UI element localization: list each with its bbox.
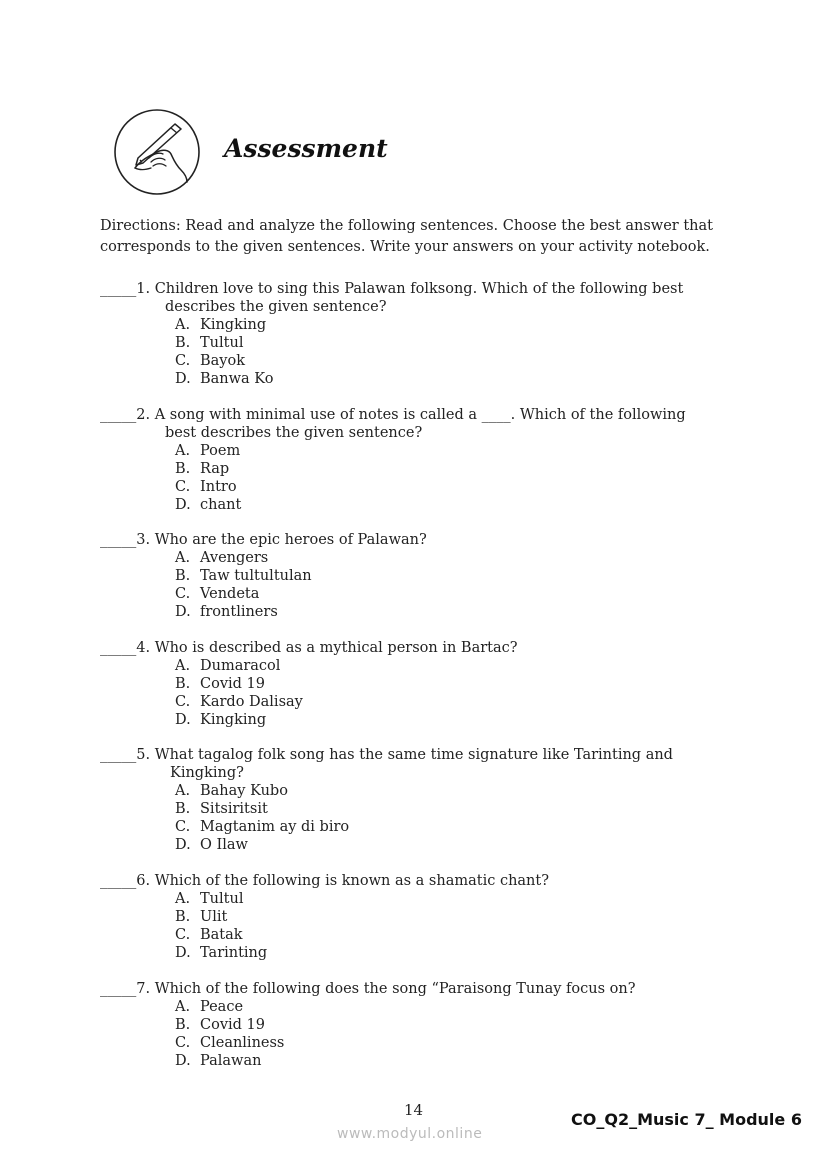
question-stem: _____4. Who is described as a mythical person in Bartac? xyxy=(100,640,518,656)
option-list xyxy=(100,998,636,1070)
option-a: A. Avengers xyxy=(175,550,269,566)
option-list xyxy=(100,549,427,621)
question-1 xyxy=(100,280,683,388)
option-a: A. Tultul xyxy=(175,891,244,907)
question-7 xyxy=(100,980,636,1070)
option-c: C. Batak xyxy=(175,927,243,943)
option-b: B. Sitsiritsit xyxy=(175,801,268,817)
question-stem: _____1. Children love to sing this Palawan folksong. Which of the following best xyxy=(100,281,684,297)
option-list xyxy=(100,782,673,854)
directions-text: Directions: Read and analyze the following sentences. Choose the best answer that corresponds to the given sentences. Write your answers on your activity notebook. xyxy=(100,218,713,255)
question-2 xyxy=(100,406,686,514)
option-d: D. O Ilaw xyxy=(175,837,248,853)
option-d: D. frontliners xyxy=(175,604,278,620)
question-stem: _____7. Which of the following does the song “Paraisong Tunay focus on? xyxy=(100,981,636,997)
option-list xyxy=(100,316,683,388)
option-a: A. Dumaracol xyxy=(175,658,281,674)
option-b: B. Covid 19 xyxy=(175,1017,265,1033)
option-list xyxy=(100,890,549,962)
question-4 xyxy=(100,639,518,729)
option-list xyxy=(100,442,686,514)
option-c: C. Intro xyxy=(175,479,237,495)
question-stem: _____2. A song with minimal use of notes is called a ____. Which of the following xyxy=(100,407,686,423)
option-b: B. Taw tultultulan xyxy=(175,568,312,584)
option-c: C. Vendeta xyxy=(175,586,260,602)
option-a: A. Poem xyxy=(175,443,241,459)
option-d: D. Palawan xyxy=(175,1053,262,1069)
question-stem: _____3. Who are the epic heroes of Palawan? xyxy=(100,532,427,548)
module-label: CO_Q2_Music 7_ Module 6 xyxy=(571,1110,802,1129)
option-b: B. Tultul xyxy=(175,335,244,351)
option-d: D. Tarinting xyxy=(175,945,268,961)
writing-hand-icon xyxy=(113,108,201,196)
option-a: A. Bahay Kubo xyxy=(175,783,288,799)
question-6 xyxy=(100,872,549,962)
question-3 xyxy=(100,531,427,621)
option-a: A. Peace xyxy=(175,999,244,1015)
option-c: C. Cleanliness xyxy=(175,1035,285,1051)
option-b: B. Rap xyxy=(175,461,230,477)
option-c: C. Bayok xyxy=(175,353,246,369)
option-d: D. Kingking xyxy=(175,712,267,728)
option-d: D. Banwa Ko xyxy=(175,371,274,387)
question-stem-continued: best describes the given sentence? xyxy=(165,425,423,441)
page-number: 14 xyxy=(404,1101,424,1119)
question-stem: _____6. Which of the following is known as a shamatic chant? xyxy=(100,873,549,889)
question-stem: _____5. What tagalog folk song has the same time signature like Tarinting and xyxy=(100,747,673,763)
page-title: Assessment xyxy=(224,134,388,163)
question-stem-continued: Kingking? xyxy=(170,765,244,781)
question-5 xyxy=(100,746,673,854)
option-a: A. Kingking xyxy=(175,317,267,333)
option-c: C. Magtanim ay di biro xyxy=(175,819,350,835)
option-b: B. Ulit xyxy=(175,909,228,925)
question-stem-continued: describes the given sentence? xyxy=(165,299,387,315)
option-list xyxy=(100,657,518,729)
option-d: D. chant xyxy=(175,497,242,513)
option-b: B. Covid 19 xyxy=(175,676,265,692)
watermark: www.modyul.online xyxy=(337,1126,483,1142)
option-c: C. Kardo Dalisay xyxy=(175,694,303,710)
